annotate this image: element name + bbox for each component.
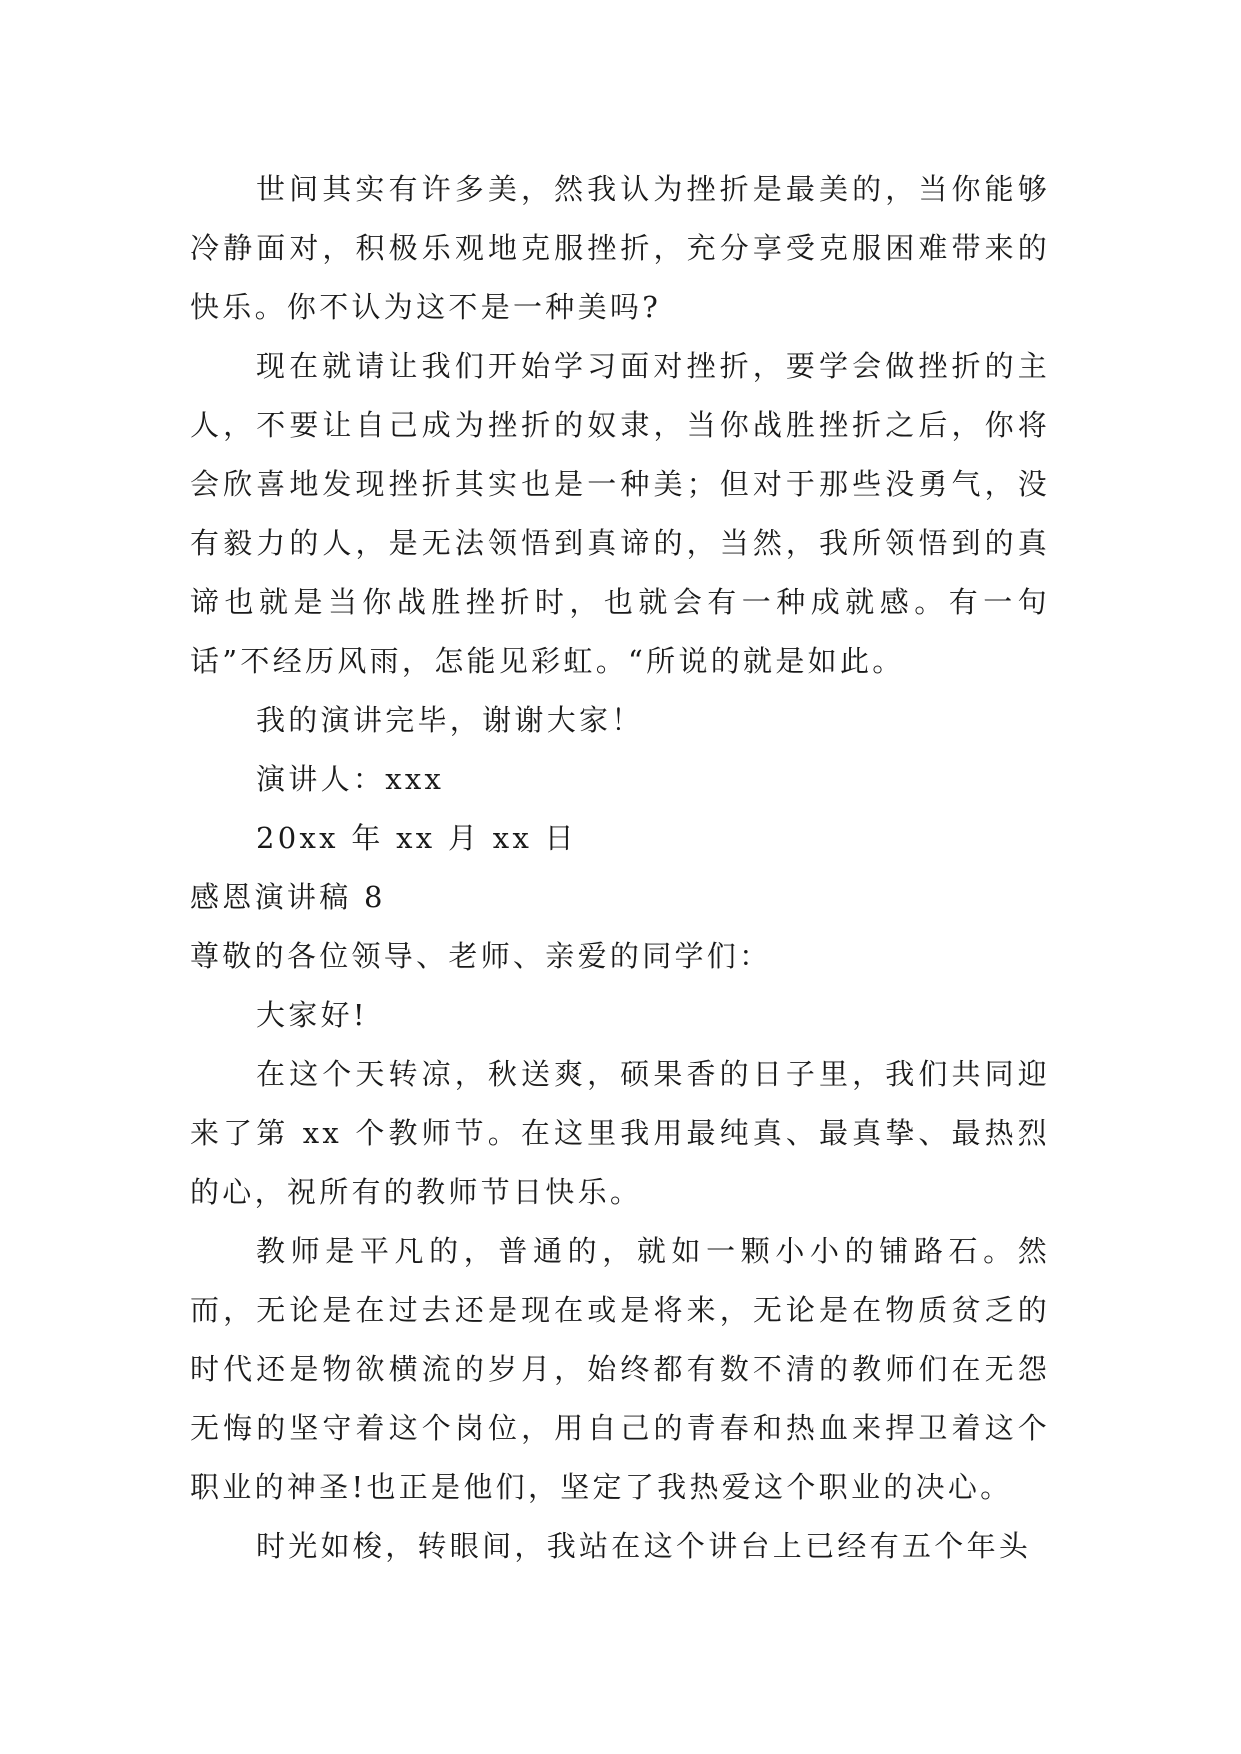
section-heading: 感恩演讲稿 8 bbox=[190, 880, 386, 914]
paragraph-face-setbacks: 现在就请让我们开始学习面对挫折，要学会做挫折的主人，不要让自己成为挫折的奴隶，当你战胜挫折之后，你将会欣喜地发现挫折其实也是一种美；但对于那些没勇气，没有毅力的人，是无法领悟到真谛的，当然，我所领悟到的真谛也就是当你战胜挫折时，也就会有一种成就感。有一句话”不经历风雨，怎能见彩虹。“所说的就是如此。 bbox=[190, 349, 1050, 678]
paragraph-beauty-of-setbacks: 世间其实有许多美，然我认为挫折是最美的，当你能够冷静面对，积极乐观地克服挫折，充分享受克服困难带来的快乐。你不认为这不是一种美吗? bbox=[190, 172, 1050, 324]
greeting: 大家好! bbox=[256, 998, 368, 1032]
paragraph-ordinary-teachers: 教师是平凡的，普通的，就如一颗小小的铺路石。然而，无论是在过去还是现在或是将来，无论是在物质贫乏的时代还是物欲横流的岁月，始终都有数不清的教师们在无怨无悔的坚守着这个岗位，用自己的青春和热血来捍卫着这个职业的神圣!也正是他们，坚定了我热爱这个职业的决心。 bbox=[190, 1234, 1050, 1504]
paragraph-closing-thanks: 我的演讲完毕，谢谢大家！ bbox=[256, 703, 644, 737]
date-line: 20xx 年 xx 月 xx 日 bbox=[256, 821, 577, 855]
salutation: 尊敬的各位领导、老师、亲爱的同学们： bbox=[190, 939, 772, 973]
paragraph-teachers-day: 在这个天转凉，秋送爽，硕果香的日子里，我们共同迎来了第 xx 个教师节。在这里我用最纯真、最真挚、最热烈的心，祝所有的教师节日快乐。 bbox=[190, 1057, 1050, 1209]
paragraph-time-flies: 时光如梭，转眼间，我站在这个讲台上已经有五个年头 bbox=[256, 1529, 1032, 1563]
speaker-line: 演讲人：xxx bbox=[256, 762, 445, 796]
document-page bbox=[190, 160, 1050, 1576]
